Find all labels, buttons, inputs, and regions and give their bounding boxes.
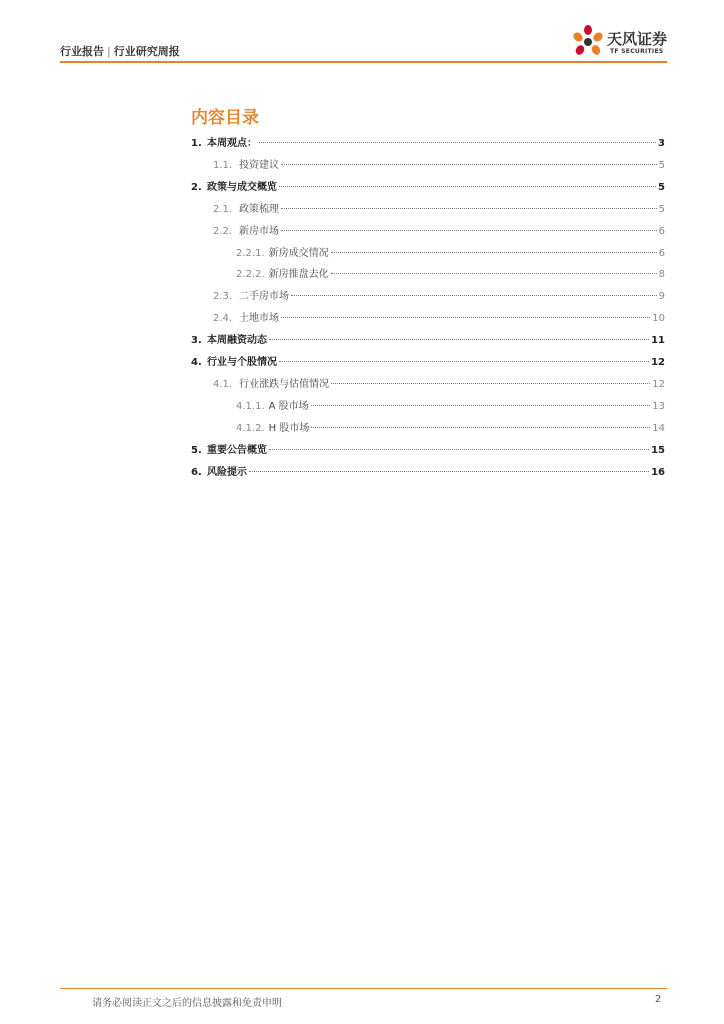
footer-disclaimer: 请务必阅读正文之后的信息披露和免责申明: [92, 998, 282, 1009]
toc-entry[interactable]: [191, 441, 665, 455]
toc-entry[interactable]: [236, 397, 665, 411]
page-number: 2: [655, 994, 662, 1005]
toc-entry[interactable]: [213, 200, 665, 214]
toc-entry[interactable]: [236, 265, 665, 279]
toc-entry-page: 13: [652, 401, 665, 412]
toc-entry-number: 4.1.: [213, 379, 233, 390]
toc-entry[interactable]: [213, 222, 665, 236]
toc-entry-page: 11: [651, 335, 665, 346]
toc-entry-label: 行业与个股情况: [207, 357, 277, 368]
toc-entry-number: 2.: [191, 182, 202, 193]
toc-entry-page: 12: [652, 379, 665, 390]
toc-entry-page: 5: [658, 160, 665, 171]
toc-leader-dots: [281, 230, 657, 231]
report-type: 行业报告: [60, 45, 104, 58]
toc-entry-page: 6: [658, 248, 665, 259]
toc-entry-page: 16: [651, 467, 665, 478]
logo-name-en: TF SECURITIES: [610, 48, 664, 55]
report-subtype: 行业研究周报: [113, 45, 180, 58]
toc-leader-dots: [291, 295, 657, 296]
toc-entry-number: 2.4.: [213, 313, 233, 324]
toc-leader-dots: [259, 142, 656, 143]
toc-entry-number: 3.: [191, 335, 202, 346]
toc-entry-label: 行业涨跌与估值情况: [239, 379, 329, 390]
toc-entry-page: 8: [658, 269, 665, 280]
logo-name-cn: 天风证券: [607, 30, 668, 48]
toc-entry-number: 5.: [191, 445, 202, 456]
toc-entry[interactable]: [191, 353, 665, 367]
toc-entry-label: H 股市场: [268, 423, 310, 434]
toc-leader-dots: [279, 361, 649, 362]
toc-entry-label: 重要公告概览: [207, 445, 267, 456]
toc-leader-dots: [331, 273, 657, 274]
toc-entry-number: 4.1.1.: [236, 401, 265, 412]
footer-divider: [60, 988, 667, 989]
toc-entry-page: 6: [658, 226, 665, 237]
toc-entry[interactable]: [191, 463, 665, 477]
toc-entry[interactable]: [213, 156, 665, 170]
toc-entry[interactable]: [191, 134, 665, 148]
toc-leader-dots: [331, 252, 657, 253]
toc-entry-number: 1.: [191, 138, 202, 149]
toc-title: 内容目录: [191, 108, 259, 128]
toc-entry-number: 6.: [191, 467, 202, 478]
toc-entry[interactable]: [236, 419, 665, 433]
toc-entry-label: 本周观点：: [207, 138, 257, 149]
toc-entry-label: 政策梳理: [239, 204, 279, 215]
toc-entry[interactable]: [213, 375, 665, 389]
toc-entry-label: 二手房市场: [239, 291, 289, 302]
toc-entry-label: 新房市场: [239, 226, 279, 237]
toc-entry-page: 5: [658, 182, 665, 193]
toc-entry[interactable]: [191, 331, 665, 345]
toc-leader-dots: [279, 186, 656, 187]
toc-entry-number: 2.3.: [213, 291, 233, 302]
toc-entry[interactable]: [213, 309, 665, 323]
toc-entry-label: 本周融资动态: [207, 335, 267, 346]
toc-entry-label: 投资建议: [239, 160, 279, 171]
toc-entry-number: 2.2.1.: [236, 248, 265, 259]
toc-entry[interactable]: [213, 287, 665, 301]
header-separator: |: [107, 45, 111, 58]
toc-entry-number: 4.1.2.: [236, 423, 265, 434]
toc-entry-page: 15: [651, 445, 665, 456]
toc-entry-page: 12: [651, 357, 665, 368]
toc-entry-page: 5: [658, 204, 665, 215]
toc-leader-dots: [249, 471, 649, 472]
company-logo: [570, 24, 670, 60]
report-category: [60, 43, 180, 59]
toc-entry-label: 政策与成交概览: [207, 182, 277, 193]
toc-entry[interactable]: [191, 178, 665, 192]
toc-entry-number: 2.2.2.: [236, 269, 265, 280]
toc-leader-dots: [281, 164, 657, 165]
toc-entry-page: 3: [658, 138, 665, 149]
toc-entry-label: 新房推盘去化: [268, 269, 329, 280]
toc-entry-page: 14: [652, 423, 665, 434]
toc-entry-page: 9: [658, 291, 665, 302]
toc-leader-dots: [269, 339, 649, 340]
toc-entry-number: 2.1.: [213, 204, 233, 215]
toc-entry[interactable]: [236, 244, 665, 258]
toc-leader-dots: [311, 405, 651, 406]
toc-entry-number: 1.1.: [213, 160, 233, 171]
toc-entry-label: 土地市场: [239, 313, 279, 324]
toc-entry-label: 风险提示: [207, 467, 247, 478]
toc-entry-number: 4.: [191, 357, 202, 368]
toc-entry-number: 2.2.: [213, 226, 233, 237]
toc-leader-dots: [311, 427, 650, 428]
toc-leader-dots: [281, 317, 650, 318]
toc-entry-label: 新房成交情况: [268, 248, 329, 259]
flower-logo-icon: [570, 24, 606, 60]
toc-leader-dots: [281, 208, 657, 209]
toc-entry-label: A 股市场: [268, 401, 309, 412]
toc-entry-page: 10: [652, 313, 665, 324]
toc-leader-dots: [269, 449, 649, 450]
header-divider: [60, 61, 667, 63]
toc-leader-dots: [331, 383, 650, 384]
